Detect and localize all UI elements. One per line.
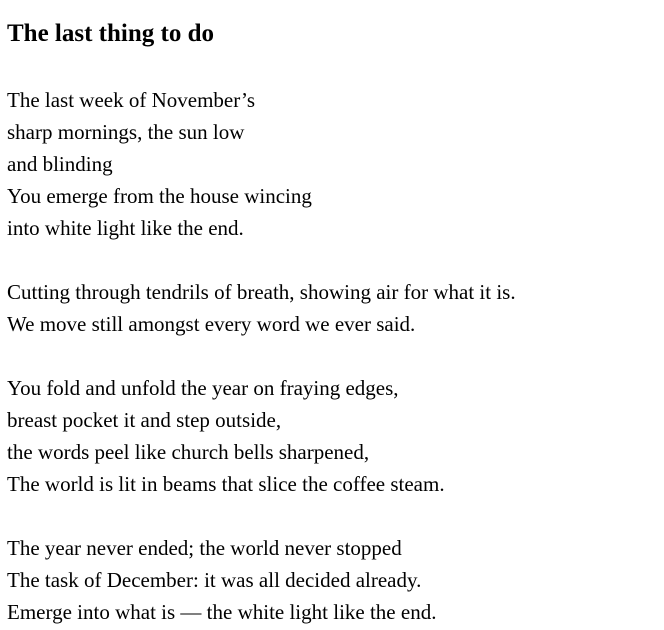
poem-line: breast pocket it and step outside, [7,408,282,432]
stanza-2 [7,276,664,340]
poem-line: into white light like the end. [7,216,244,240]
stanza-4 [7,532,664,628]
poem-line: and blinding [7,152,113,176]
poem-line: The task of December: it was all decided already. [7,568,422,592]
poem-line: The world is lit in beams that slice the coffee steam. [7,472,445,496]
poem-line: Cutting through tendrils of breath, showing air for what it is. [7,280,516,304]
poem-line: the words peel like church bells sharpened, [7,440,370,464]
poem-line: We move still amongst every word we ever said. [7,312,416,336]
poem-line: Emerge into what is — the white light like the end. [7,600,437,624]
poem-body [7,84,664,628]
poem-line: sharp mornings, the sun low [7,120,245,144]
poem-title: The last thing to do [7,20,214,47]
poem-line: The last week of November’s [7,88,256,112]
poem-line: You fold and unfold the year on fraying edges, [7,376,399,400]
poem-line: You emerge from the house wincing [7,184,312,208]
poem-line: The year never ended; the world never stopped [7,536,402,560]
stanza-1 [7,84,664,244]
stanza-3 [7,372,664,500]
